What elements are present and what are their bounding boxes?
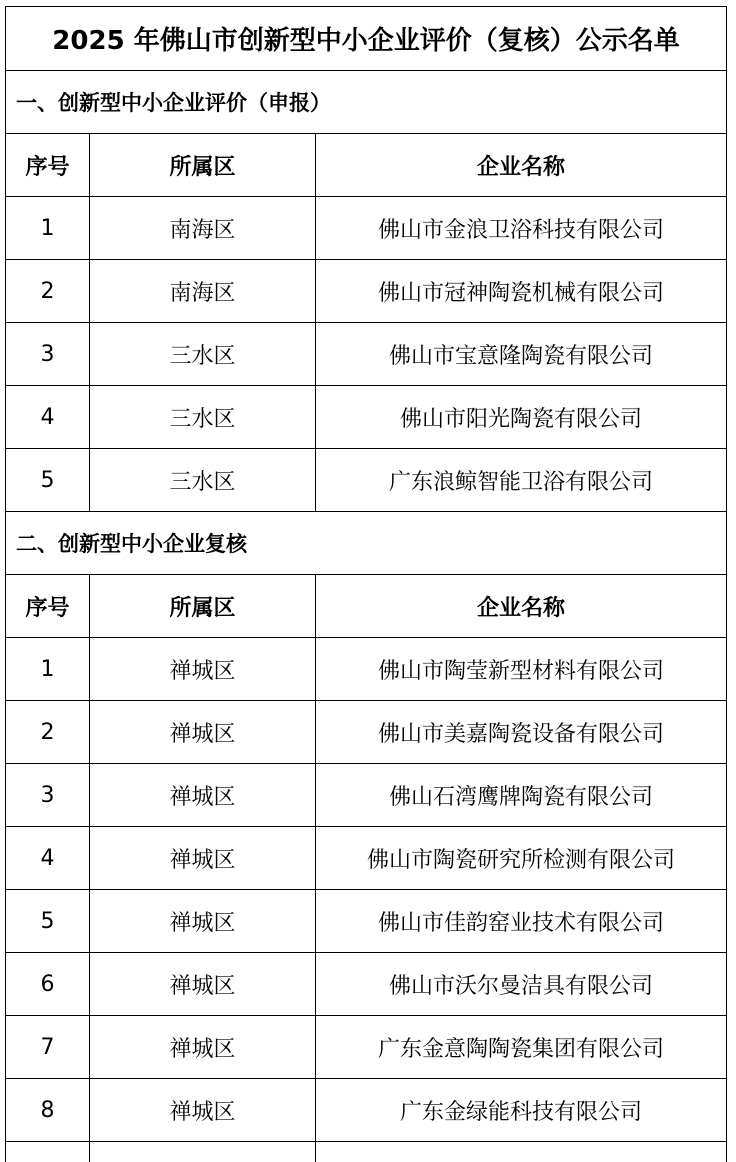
column-header-row — [6, 134, 727, 197]
row-index: 6 — [6, 953, 90, 1016]
column-header-index: 序号 — [6, 134, 90, 197]
row-company: 广东金绿能科技有限公司 — [316, 1079, 727, 1142]
table-row — [6, 1016, 727, 1079]
table-row — [6, 1079, 727, 1142]
table-row — [6, 701, 727, 764]
row-company: 佛山市陶莹新型材料有限公司 — [316, 638, 727, 701]
table-row — [6, 323, 727, 386]
row-index: 3 — [6, 764, 90, 827]
row-index: 5 — [6, 890, 90, 953]
section-heading-row — [6, 71, 727, 134]
row-district: 南海区 — [90, 260, 316, 323]
row-company: 佛山市美嘉陶瓷设备有限公司 — [316, 701, 727, 764]
column-header-company: 企业名称 — [316, 575, 727, 638]
table-row — [6, 827, 727, 890]
row-district: 三水区 — [90, 323, 316, 386]
row-district: 禅城区 — [90, 1079, 316, 1142]
row-district: 禅城区 — [90, 764, 316, 827]
table-row — [6, 197, 727, 260]
column-header-row — [6, 575, 727, 638]
row-index: 4 — [6, 827, 90, 890]
table-row — [6, 764, 727, 827]
table-row — [6, 449, 727, 512]
row-company: 佛山石湾鹰牌陶瓷有限公司 — [316, 764, 727, 827]
table-row — [6, 953, 727, 1016]
row-index: 2 — [6, 701, 90, 764]
row-district: 禅城区 — [90, 890, 316, 953]
row-index: 5 — [6, 449, 90, 512]
title-row — [6, 7, 727, 71]
row-company: 佛山市佳韵窑业技术有限公司 — [316, 890, 727, 953]
table-row — [6, 890, 727, 953]
column-header-company: 企业名称 — [316, 134, 727, 197]
row-company: 广东浪鲸智能卫浴有限公司 — [316, 449, 727, 512]
column-header-district: 所属区 — [90, 575, 316, 638]
row-index: 2 — [6, 260, 90, 323]
publicity-list-table — [5, 6, 727, 1162]
section-heading: 二、创新型中小企业复核 — [6, 512, 727, 575]
row-district: 三水区 — [90, 449, 316, 512]
table-row — [6, 260, 727, 323]
row-district: 禅城区 — [90, 827, 316, 890]
row-index: 4 — [6, 386, 90, 449]
row-district: 禅城区 — [90, 638, 316, 701]
row-district: 禅城区 — [90, 1016, 316, 1079]
column-header-district: 所属区 — [90, 134, 316, 197]
row-index: 8 — [6, 1079, 90, 1142]
row-company-empty — [316, 1142, 727, 1162]
row-company: 广东金意陶陶瓷集团有限公司 — [316, 1016, 727, 1079]
row-index: 7 — [6, 1016, 90, 1079]
section-heading-row — [6, 512, 727, 575]
table-row — [6, 638, 727, 701]
section-heading: 一、创新型中小企业评价（申报） — [6, 71, 727, 134]
row-index: 1 — [6, 638, 90, 701]
column-header-index: 序号 — [6, 575, 90, 638]
row-company: 佛山市冠神陶瓷机械有限公司 — [316, 260, 727, 323]
row-index: 3 — [6, 323, 90, 386]
row-district: 禅城区 — [90, 701, 316, 764]
row-index: 1 — [6, 197, 90, 260]
row-company: 佛山市金浪卫浴科技有限公司 — [316, 197, 727, 260]
row-company: 佛山市沃尔曼洁具有限公司 — [316, 953, 727, 1016]
table-row — [6, 386, 727, 449]
row-company: 佛山市宝意隆陶瓷有限公司 — [316, 323, 727, 386]
document-title: 2025 年佛山市创新型中小企业评价（复核）公示名单 — [6, 7, 727, 71]
row-district: 南海区 — [90, 197, 316, 260]
row-index-empty — [6, 1142, 90, 1162]
table-row-cut-off — [6, 1142, 727, 1162]
row-company: 佛山市陶瓷研究所检测有限公司 — [316, 827, 727, 890]
row-district: 三水区 — [90, 386, 316, 449]
row-company: 佛山市阳光陶瓷有限公司 — [316, 386, 727, 449]
row-district: 禅城区 — [90, 953, 316, 1016]
row-district-empty — [90, 1142, 316, 1162]
